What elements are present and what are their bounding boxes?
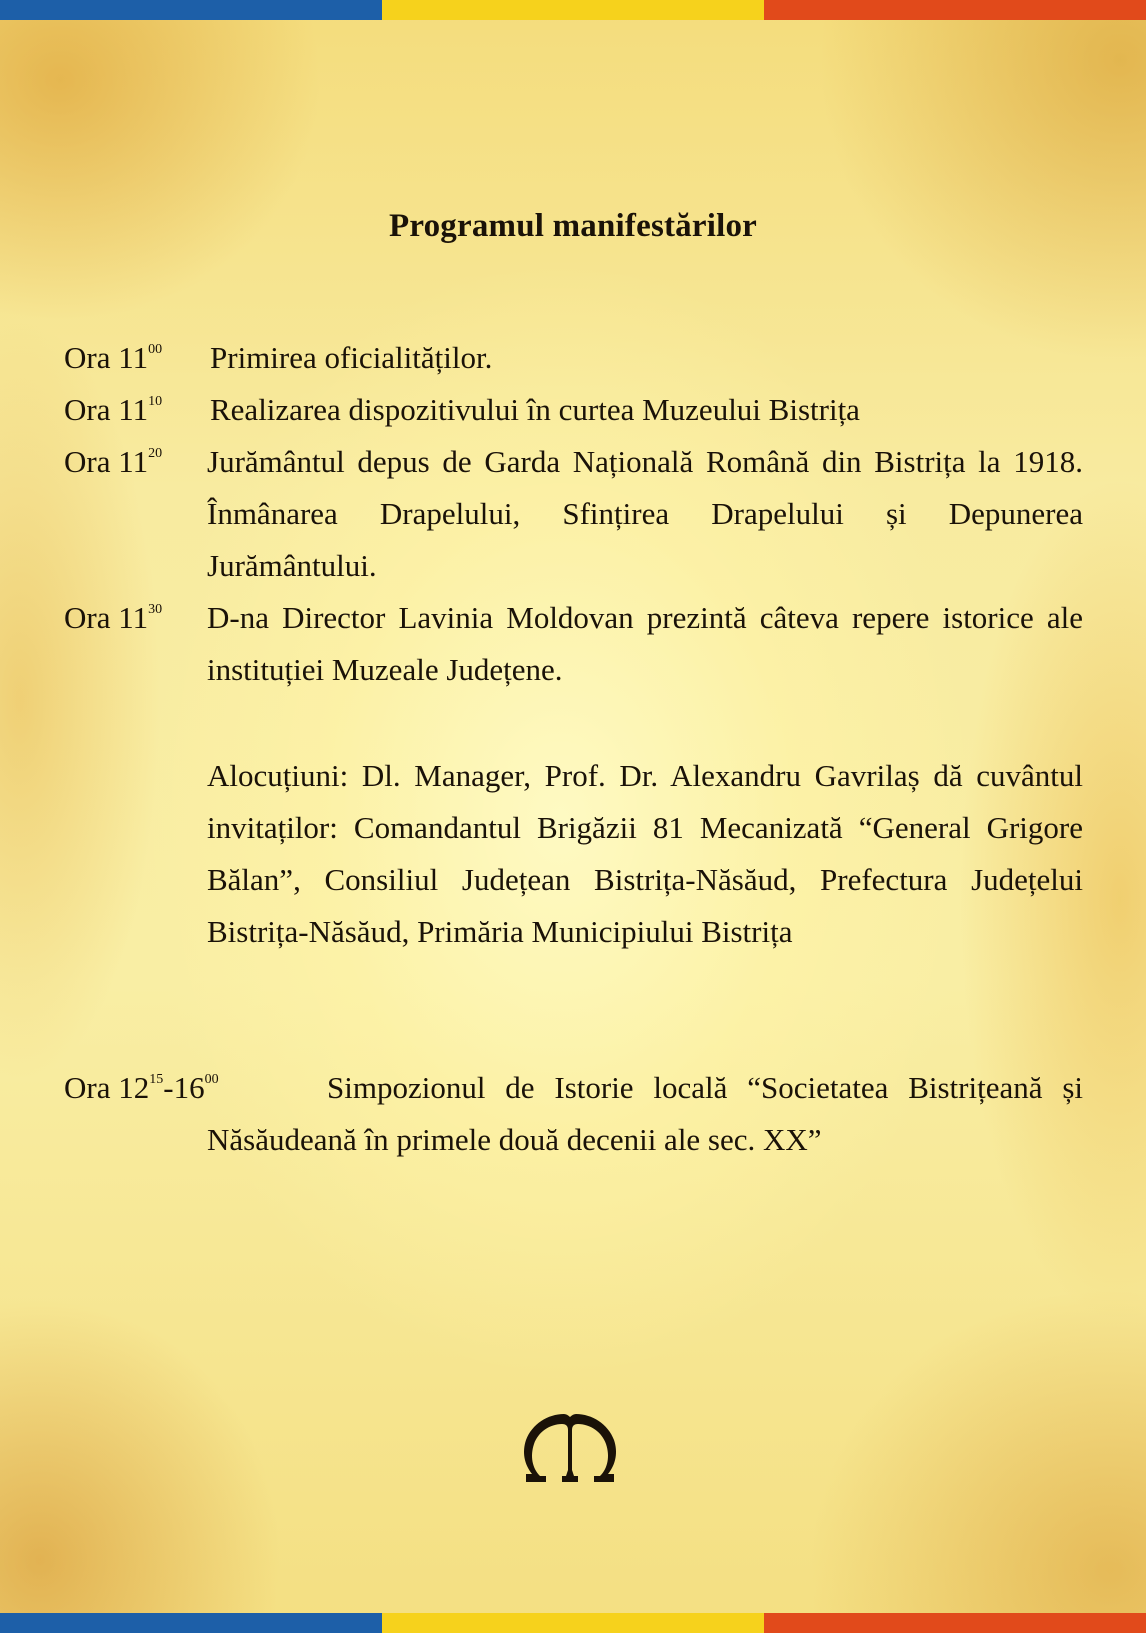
flag-blue-segment [0, 0, 382, 20]
flag-yellow-segment [382, 1613, 764, 1633]
entry-text: Primirea oficialităților. [210, 340, 493, 375]
entry-text: Jurământul depus de Garda Națională Română din Bistrița la 1918. Înmânarea Drapelului, Sfințirea Drapelului și Depunerea Jurământului. [207, 444, 1083, 583]
entry-text: Realizarea dispozitivului în curtea Muzeului Bistrița [210, 392, 860, 427]
entry-time: Ora $11^{00}$ [64, 340, 163, 375]
flag-blue-segment [0, 1613, 382, 1633]
page-title: Programul manifestărilor [388, 208, 758, 244]
entry-time: Ora $11^{20}$ [64, 444, 163, 479]
bottom-flag-bar [0, 1613, 1146, 1633]
museum-logo-icon [520, 1410, 620, 1490]
top-flag-bar [0, 0, 1146, 20]
flag-red-segment [764, 1613, 1146, 1633]
symposium-time: Ora $12^{15}-16^{00}$ [64, 1070, 219, 1105]
speeches-paragraph: Alocuțiuni: Dl. Manager, Prof. Dr. Alexandru Gavrilaș dă cuvântul invitaților: Comandantul Brigăzii 81 Mecanizată “General Grigore Bălan”, Consiliul Județean Bistrița-Năsăud, Prefectura Județelui Bistrița-Năsăud, Primăria Municipiului Bistrița [207, 758, 1083, 949]
entry-time: Ora $11^{10}$ [64, 392, 163, 427]
symposium-text: Simpozionul de Istorie locală “Societatea Bistrițeană și Năsăudeană în primele două decenii ale sec. XX” [207, 1070, 1083, 1157]
entry-time: Ora $11^{30}$ [64, 600, 163, 635]
flag-red-segment [764, 0, 1146, 20]
entry-text: D-na Director Lavinia Moldovan prezintă câteva repere istorice ale instituției Muzeale Județene. [207, 600, 1083, 687]
flag-yellow-segment [382, 0, 764, 20]
